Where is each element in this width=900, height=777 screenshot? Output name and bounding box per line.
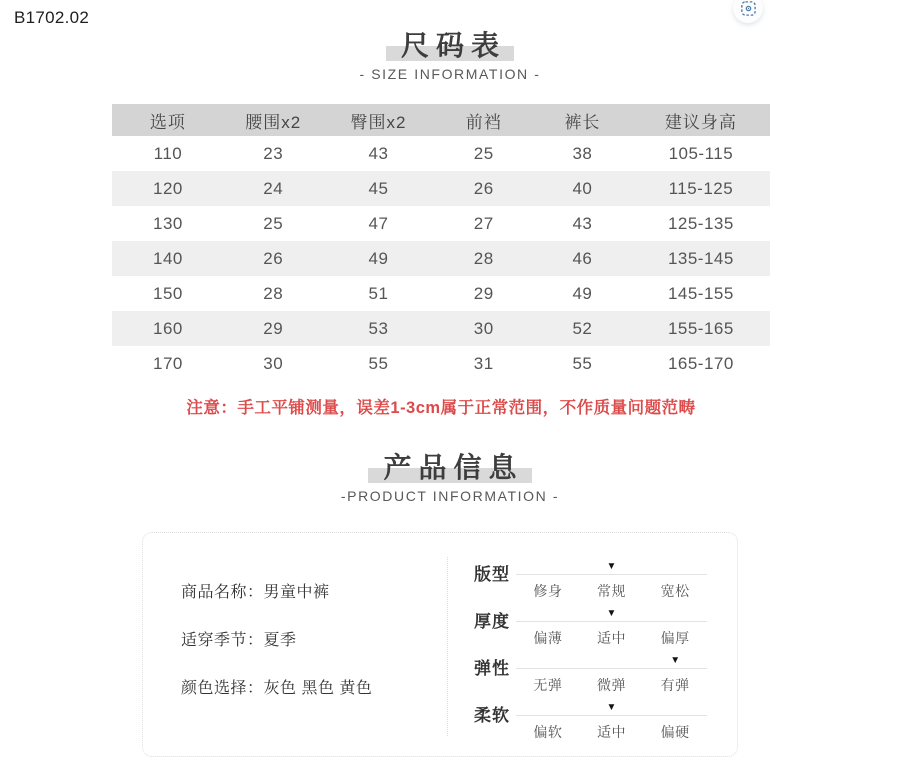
table-row: 160 29 53 30 52 155-165 bbox=[112, 311, 770, 346]
selection-arrow-icon: ▼ bbox=[670, 655, 681, 666]
column-header: 裤长 bbox=[533, 104, 632, 136]
selection-arrow-icon: ▼ bbox=[606, 561, 617, 572]
table-row: 110 23 43 25 38 105-115 bbox=[153, 143, 734, 163]
attribute-row-fit bbox=[474, 561, 707, 601]
attribute-options: 偏薄 适中 偏厚 bbox=[533, 630, 690, 646]
attribute-label: 弹性 bbox=[474, 659, 510, 678]
selection-arrow-icon: ▼ bbox=[606, 702, 617, 713]
size-section-subtitle: - SIZE INFORMATION - bbox=[359, 66, 541, 82]
size-section-header bbox=[0, 0, 900, 62]
product-section-title: 产品信息 bbox=[368, 451, 531, 484]
attribute-row-softness bbox=[474, 702, 707, 742]
product-section-subtitle: -PRODUCT INFORMATION - bbox=[340, 488, 560, 504]
detail-label: 商品名称： bbox=[181, 584, 264, 601]
attribute-label: 柔软 bbox=[474, 706, 510, 725]
size-chart-table bbox=[112, 104, 770, 381]
table-row: 130 25 47 27 43 125-135 bbox=[152, 213, 734, 233]
detail-value: 男童中裤 bbox=[263, 584, 330, 601]
detail-value: 夏季 bbox=[263, 632, 297, 649]
attribute-options: 无弹 微弹 有弹 bbox=[533, 677, 690, 693]
attribute-options: 偏软 适中 偏硬 bbox=[533, 724, 690, 740]
product-info-box bbox=[142, 532, 738, 757]
attribute-scale bbox=[516, 655, 707, 695]
attribute-row-thickness bbox=[474, 608, 707, 648]
selection-arrow-icon: ▼ bbox=[606, 608, 617, 619]
attribute-scale bbox=[516, 561, 707, 601]
table-row: 140 26 49 28 46 135-145 bbox=[112, 241, 770, 276]
size-section-title: 尺码表 bbox=[386, 29, 514, 62]
product-details-panel bbox=[143, 533, 447, 756]
detail-label: 适穿季节： bbox=[181, 632, 264, 649]
scan-icon bbox=[740, 0, 757, 17]
table-header-row bbox=[112, 104, 770, 136]
attribute-label: 版型 bbox=[474, 565, 510, 584]
detail-season bbox=[181, 631, 447, 650]
product-attributes-panel bbox=[448, 533, 737, 756]
column-header: 腰围x2 bbox=[224, 104, 323, 136]
detail-label: 颜色选择： bbox=[181, 680, 264, 697]
attribute-options: 修身 常规 宽松 bbox=[533, 583, 690, 599]
attribute-row-elasticity bbox=[474, 655, 707, 695]
detail-product-name bbox=[181, 583, 447, 602]
product-section-header bbox=[0, 451, 900, 484]
detail-value: 灰色 黑色 黄色 bbox=[263, 680, 373, 697]
table-row: 150 28 51 29 49 145-155 bbox=[152, 283, 734, 303]
column-header: 前裆 bbox=[434, 104, 533, 136]
attribute-scale bbox=[516, 608, 707, 648]
attribute-label: 厚度 bbox=[474, 612, 510, 631]
column-header: 建议身高 bbox=[632, 104, 770, 136]
column-header: 臀围x2 bbox=[323, 104, 435, 136]
measurement-disclaimer-note: 注意：手工平铺测量，误差1-3cm属于正常范围，不作质量问题范畴 bbox=[186, 399, 696, 417]
table-row: 120 24 45 26 40 115-125 bbox=[112, 171, 770, 206]
table-row: 170 30 55 31 55 165-170 bbox=[152, 353, 734, 373]
attribute-scale bbox=[516, 702, 707, 742]
detail-colors bbox=[181, 679, 447, 698]
product-sku-code: B1702.02 bbox=[14, 8, 90, 27]
column-header: 选项 bbox=[112, 104, 224, 136]
